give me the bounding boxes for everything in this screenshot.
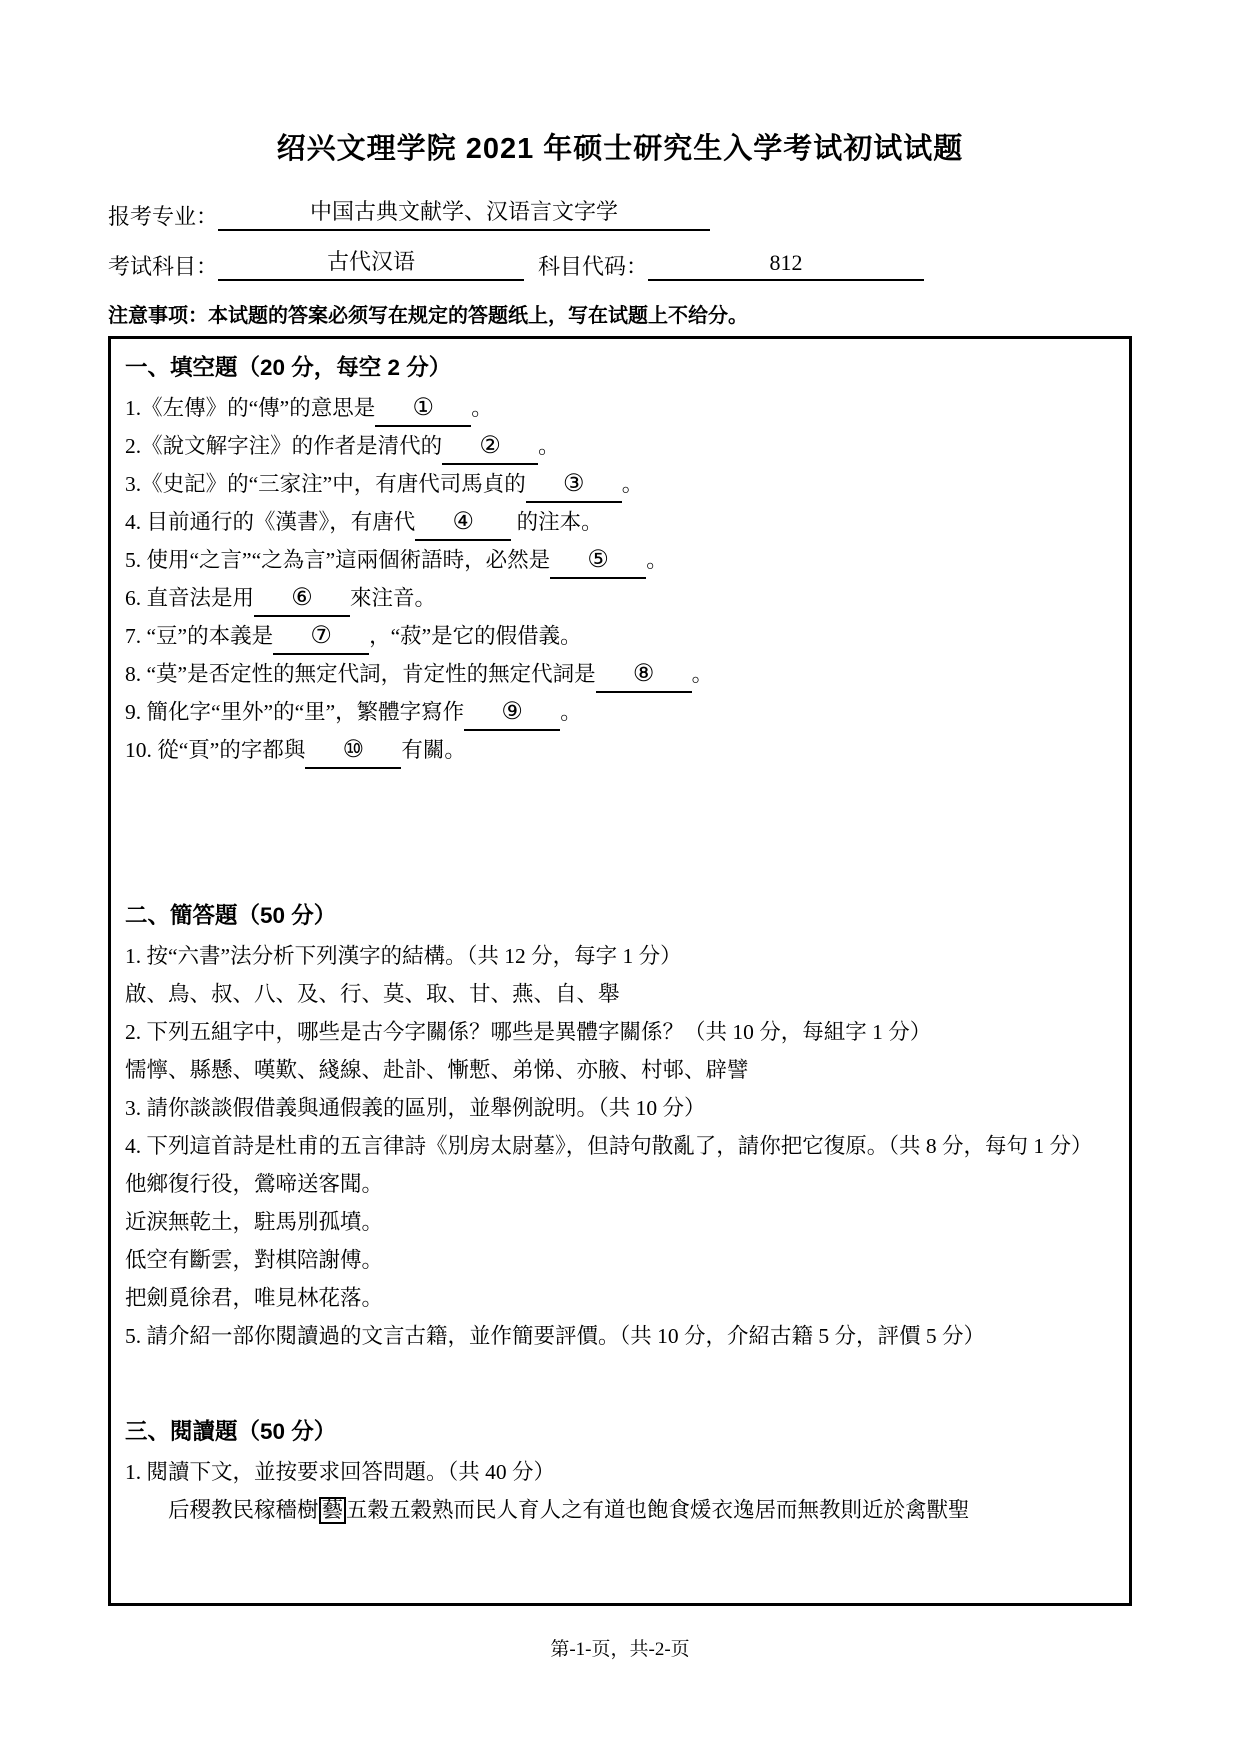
fill-in-blank: ⑧	[596, 659, 692, 693]
poem-line-1	[125, 1165, 1117, 1203]
page-title: 绍兴文理学院 2021 年硕士研究生入学考试初试试题	[276, 133, 964, 165]
question-1-5	[125, 541, 1117, 579]
major-value: 中国古典文献学、汉语言文字学	[218, 195, 710, 231]
question-2-3	[125, 1089, 1117, 1127]
text-run: 懦懧、縣懸、嘆歎、綫線、赴訃、慚慙、弟悌、亦腋、村邨、辟譬	[125, 1058, 749, 1082]
code-label: 科目代码：	[538, 254, 649, 279]
question-1-6	[125, 579, 1117, 617]
text-run: 5. 請介紹一部你閱讀過的文言古籍，並作簡要評價。（共 10 分，介紹古籍 5 分，評價 5 分）	[125, 1324, 986, 1348]
reading-passage	[125, 1491, 1117, 1529]
fill-in-blank: ③	[526, 469, 622, 503]
form-row-major	[108, 195, 1132, 231]
section-3-heading: 三、閱讀題（50 分）	[125, 1419, 337, 1444]
text-run: 。	[560, 700, 582, 724]
text-run: 的注本。	[511, 510, 603, 534]
question-2-5	[125, 1317, 1117, 1355]
question-2-4	[125, 1127, 1117, 1165]
fill-in-blank: ⑩	[305, 735, 401, 769]
notice-text: 注意事项：本试题的答案必须写在规定的答题纸上，写在试题上不给分。	[108, 305, 748, 327]
question-2-1	[125, 937, 1117, 975]
text-run: 有關。	[401, 738, 466, 762]
fill-in-blank: ④	[415, 507, 511, 541]
question-1-1	[125, 389, 1117, 427]
question-2-2	[125, 1013, 1117, 1051]
code-value: 812	[648, 250, 924, 281]
text-run: 。	[621, 472, 644, 496]
question-1-4	[125, 503, 1117, 541]
question-1-7	[125, 617, 1117, 655]
section-1	[125, 347, 1117, 769]
question-3-1	[125, 1453, 1117, 1491]
text-run: 8. “莫”是否定性的無定代詞，肯定性的無定代詞是	[125, 662, 596, 686]
question-1-8	[125, 655, 1117, 693]
text-run: 。	[691, 662, 714, 686]
boxed-character: 藝	[319, 1497, 347, 1524]
poem-line-4	[125, 1279, 1117, 1317]
text-run: 2. 下列五組字中，哪些是古今字關係？哪些是異體字關係？（共 10 分，每組字 1 分）	[125, 1020, 932, 1044]
form-row-subject	[108, 245, 1132, 281]
section-3	[125, 1411, 1117, 1529]
text-run: 6. 直音法是用	[125, 586, 255, 610]
text-run: 低空有斷雲，對棋陪謝傅。	[125, 1248, 384, 1272]
fill-in-blank: ⑦	[273, 621, 369, 655]
text-run: 他鄉復行役，鶯啼送客聞。	[125, 1172, 384, 1196]
text-run: 9. 簡化字“里外”的“里”，繁體字寫作	[125, 700, 465, 724]
text-run: 4. 下列這首詩是杜甫的五言律詩《別房太尉墓》，但詩句散亂了，請你把它復原。（共 8 分，每句 1 分）	[125, 1134, 1093, 1158]
question-1-10	[125, 731, 1117, 769]
character-pair-list	[125, 1051, 1117, 1089]
section-1-heading: 一、填空題（20 分，每空 2 分）	[125, 355, 452, 380]
text-run: 啟、鳥、叔、八、及、行、莫、取、甘、燕、自、舉	[125, 982, 620, 1006]
text-run: 。	[471, 396, 493, 420]
fill-in-blank: ①	[375, 393, 471, 427]
text-run: 來注音。	[350, 586, 437, 610]
text-run: 2.《說文解字注》的作者是清代的	[125, 434, 443, 458]
fill-in-blank: ⑥	[254, 583, 350, 617]
fill-in-blank: ⑤	[550, 545, 646, 579]
text-run: 。	[646, 548, 668, 572]
poem-line-2	[125, 1203, 1117, 1241]
text-run: 五穀五穀熟而民人育人之有道也飽食煖衣逸居而無教則近於禽獸聖	[346, 1498, 970, 1522]
fill-in-blank: ⑨	[464, 697, 560, 731]
section-2	[125, 895, 1117, 1355]
text-run: 近淚無乾土，駐馬別孤墳。	[125, 1210, 384, 1234]
subject-value: 古代汉语	[218, 245, 524, 281]
text-run: 。	[538, 434, 560, 458]
text-run: 10. 從“頁”的字都與	[125, 738, 306, 762]
subject-label: 考试科目：	[108, 254, 219, 279]
text-run: 1.《左傳》的“傳”的意思是	[125, 396, 376, 420]
question-1-2	[125, 427, 1117, 465]
text-run: 1. 按“六書”法分析下列漢字的結構。（共 12 分，每字 1 分）	[125, 944, 682, 968]
text-run: ，“菽”是它的假借義。	[369, 624, 582, 648]
text-run: 5. 使用“之言”“之為言”這兩個術語時，必然是	[125, 548, 551, 572]
character-list	[125, 975, 1117, 1013]
text-run: 后稷教民稼穡樹	[168, 1498, 319, 1522]
text-run: 3. 請你談談假借義與通假義的區別，並舉例說明。（共 10 分）	[125, 1096, 706, 1120]
major-label: 报考专业：	[108, 204, 219, 229]
text-run: 把劍覓徐君，唯見林花落。	[125, 1286, 384, 1310]
question-1-9	[125, 693, 1117, 731]
fill-in-blank: ②	[442, 431, 538, 465]
section-2-heading: 二、簡答題（50 分）	[125, 903, 337, 928]
text-run: 3.《史記》的“三家注”中，有唐代司馬貞的	[125, 472, 526, 496]
exam-box	[108, 336, 1132, 1606]
poem-line-3	[125, 1241, 1117, 1279]
page-footer: 第-1-页，共-2-页	[550, 1639, 690, 1660]
text-run: 1. 閱讀下文，並按要求回答問題。（共 40 分）	[125, 1460, 556, 1484]
text-run: 7. “豆”的本義是	[125, 624, 274, 648]
text-run: 4. 目前通行的《漢書》，有唐代	[125, 510, 416, 534]
question-1-3	[125, 465, 1117, 503]
